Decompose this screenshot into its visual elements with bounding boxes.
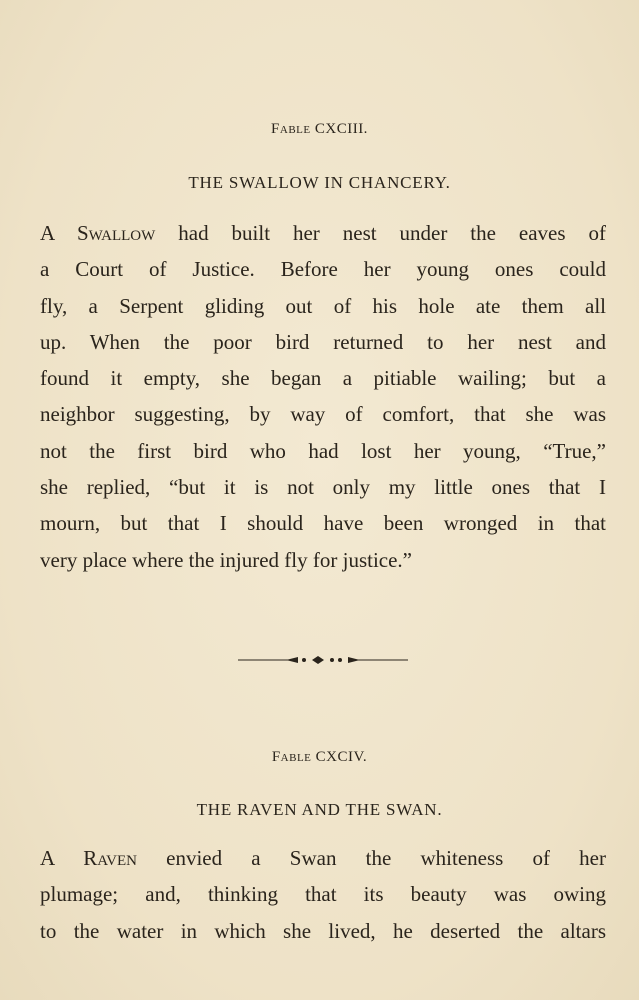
first-line-rest: envied a Swan the whiteness of her — [166, 846, 606, 870]
text-line: not the first bird who had lost her young, “True,” — [40, 438, 606, 463]
fable-194-line-1 — [40, 840, 606, 876]
fable-number-193: Fable CXCIII. — [271, 121, 368, 137]
fable-text-193 — [40, 215, 606, 578]
fable-text-194 — [40, 840, 606, 949]
fable-title-193: THE SWALLOW IN CHANCERY. — [188, 173, 451, 192]
horizontal-rule-ornament-icon — [238, 652, 408, 668]
text-line: she replied, “but it is not only my little ones that I — [40, 475, 606, 500]
text-line: mourn, but that I should have been wronged in that — [40, 511, 606, 536]
fable-number-194: Fable CXCIV. — [271, 749, 368, 765]
text-line: to the water in which she lived, he deserted the altars — [40, 918, 606, 943]
first-line-smallcaps: Swallow — [76, 221, 156, 245]
fable-193-line-1 — [40, 215, 606, 251]
text-line: plumage; and, thinking that its beauty was owing — [40, 882, 606, 907]
first-line-rest: had built her nest under the eaves of — [178, 221, 606, 245]
text-line: up. When the poor bird returned to her nest and — [40, 329, 606, 354]
text-line: a Court of Justice. Before her young ones could — [40, 257, 606, 282]
fable-title-194: THE RAVEN AND THE SWAN. — [196, 800, 443, 819]
text-line: fly, a Serpent gliding out of his hole ate them all — [40, 293, 606, 318]
first-line-smallcaps: Raven — [83, 846, 137, 870]
text-line-last: very place where the injured fly for justice.” — [40, 547, 413, 572]
first-line-lead: A — [40, 846, 55, 870]
text-line: neighbor suggesting, by way of comfort, that she was — [40, 402, 606, 427]
first-line-lead: A — [40, 221, 55, 245]
text-line: found it empty, she began a pitiable wailing; but a — [40, 366, 606, 391]
